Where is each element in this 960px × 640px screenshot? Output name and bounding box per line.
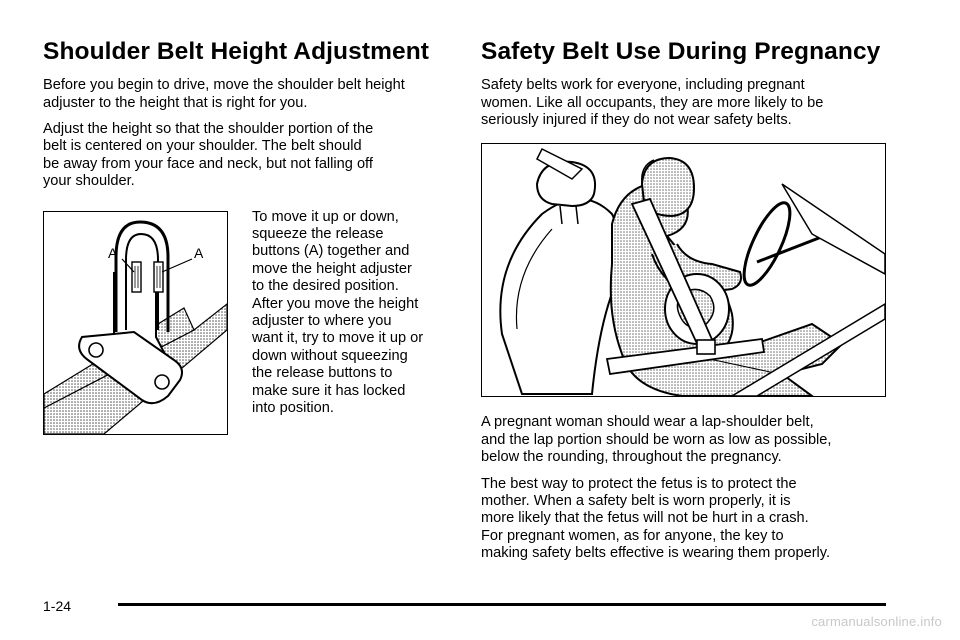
text-line: For pregnant women, as for anyone, the key to (481, 527, 784, 544)
shoulder-belt-adjust-paragraph (43, 121, 453, 191)
text-line: adjuster to the height that is right for you. (43, 94, 308, 111)
release-button-label-left: A (108, 244, 118, 261)
text-line: buttons (A) together and (252, 243, 410, 260)
text-line: more likely that the fetus will not be hurt in a crash. (481, 510, 809, 527)
height-adjuster-illustration (43, 211, 228, 435)
text-line: Adjust the height so that the shoulder portion of the (43, 120, 374, 137)
height-adjuster-figure-row (43, 209, 453, 437)
right-column (481, 38, 886, 572)
height-adjuster-drawing (44, 212, 227, 434)
lap-shoulder-belt-paragraph (481, 414, 886, 466)
text-line: A pregnant woman should wear a lap-shoulder belt, (481, 414, 814, 431)
text-line: squeeze the release (252, 226, 384, 243)
footer-rule (118, 603, 886, 606)
text-line: below the rounding, throughout the pregnancy. (481, 449, 782, 466)
text-line: want it, try to move it up or (252, 330, 424, 347)
text-line: and the lap portion should be worn as low as possible, (481, 431, 832, 448)
shoulder-belt-intro-paragraph (43, 77, 453, 112)
text-line: To move it up or down, (252, 208, 399, 225)
protect-fetus-paragraph (481, 476, 886, 563)
left-column (43, 38, 453, 437)
shoulder-belt-heading: Shoulder Belt Height Adjustment (43, 38, 430, 65)
text-line: adjuster to where you (252, 313, 392, 330)
text-line: mother. When a safety belt is worn properly, it is (481, 493, 791, 510)
text-line: belt is centered on your shoulder. The belt should (43, 138, 362, 155)
height-adjuster-caption-paragraph (252, 209, 457, 418)
text-line: The best way to protect the fetus is to protect the (481, 475, 797, 492)
text-line: After you move the height (252, 295, 419, 312)
pregnant-occupant-illustration (481, 143, 886, 397)
text-line: Before you begin to drive, move the shoulder belt height (43, 77, 405, 94)
text-line: down without squeezing (252, 347, 408, 364)
text-line: be away from your face and neck, but not falling off (43, 155, 373, 172)
text-line: to the desired position. (252, 278, 399, 295)
text-line: women. Like all occupants, they are more likely to be (481, 94, 824, 111)
pregnancy-heading: Safety Belt Use During Pregnancy (481, 38, 881, 65)
release-button-label-right: A (194, 244, 204, 261)
height-adjuster-caption (252, 209, 457, 418)
text-line: move the height adjuster (252, 260, 412, 277)
text-line: the release buttons to (252, 365, 393, 382)
pregnancy-intro-paragraph (481, 77, 886, 129)
text-line: Safety belts work for everyone, including pregnant (481, 77, 805, 94)
text-line: making safety belts effective is wearing them properly. (481, 545, 831, 562)
text-line: seriously injured if they do not wear safety belts. (481, 111, 792, 128)
text-line: make sure it has locked (252, 382, 406, 399)
page-number: 1-24 (43, 598, 72, 614)
watermark: carmanualsonline.info (811, 614, 942, 629)
text-line: your shoulder. (43, 173, 135, 190)
text-line: into position. (252, 400, 334, 417)
pregnant-occupant-drawing (482, 144, 885, 396)
